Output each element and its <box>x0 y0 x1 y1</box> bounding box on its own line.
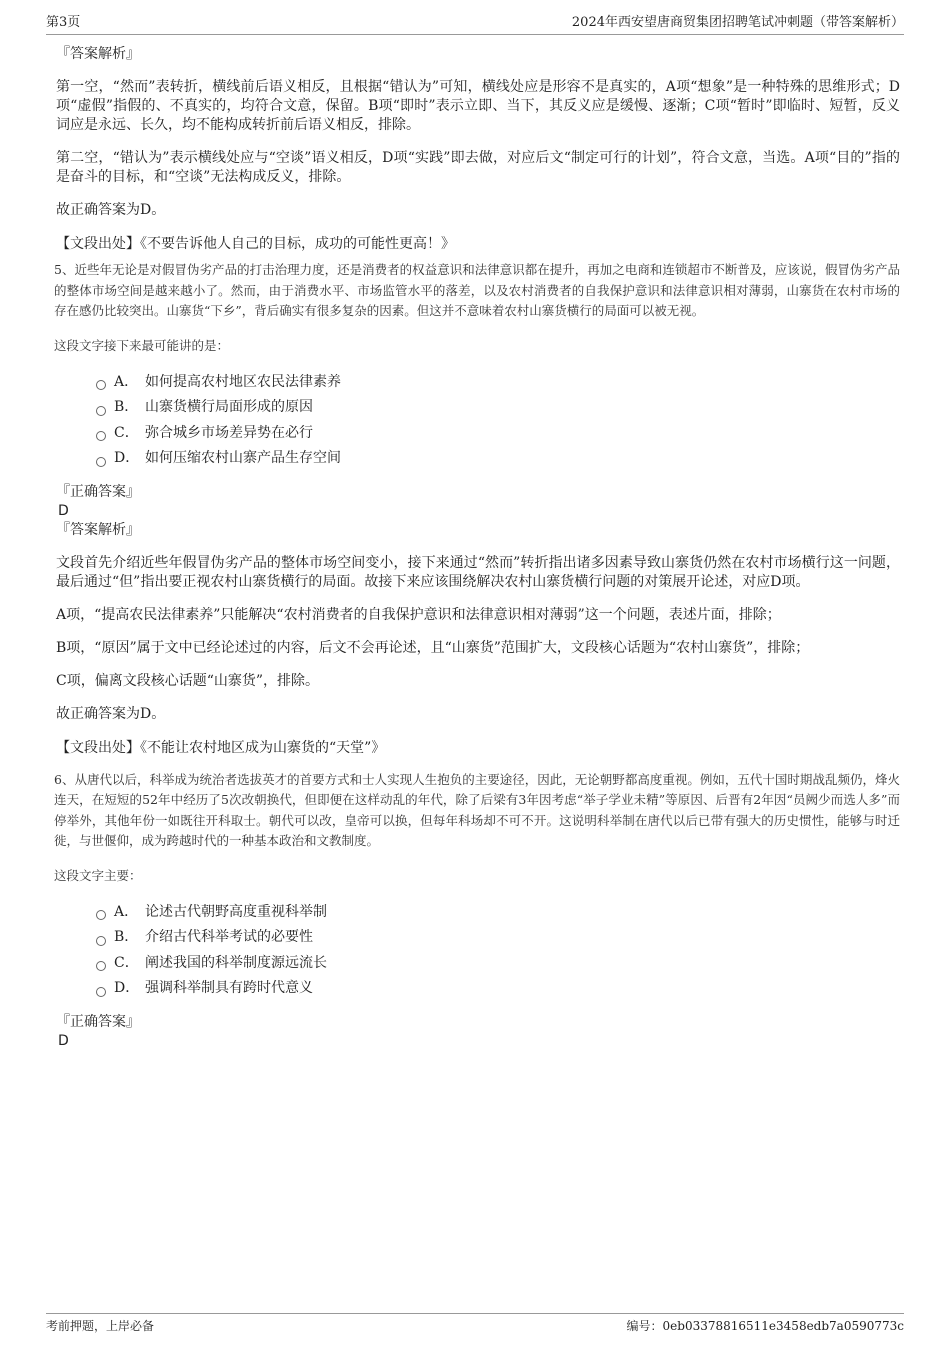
option-d[interactable]: D． 如何压缩农村山寨产品生存空间 <box>96 446 900 472</box>
document-code: 编号：0eb03378816511e3458edb7a0590773c <box>626 1319 904 1333</box>
analysis-paragraph: 第二空，“错认为”表示横线处应与“空谈”语义相反，D项“实践”即去做，对应后文“制定可行的计划”，符合文意，当选。A项“目的”指的是奋斗的目标，和“空谈”无法构成反义，排除。 <box>56 150 900 185</box>
radio-icon[interactable] <box>96 431 106 441</box>
radio-icon[interactable] <box>96 457 106 467</box>
option-b[interactable]: B． 山寨货横行局面形成的原因 <box>96 395 900 421</box>
analysis-paragraph: 故正确答案为D。 <box>56 202 166 218</box>
radio-icon[interactable] <box>96 406 106 416</box>
question-5-text: 5、近些年无论是对假冒伪劣产品的打击治理力度，还是消费者的权益意识和法律意识都在提升，再加之电商和连锁超市不断普及，应该说，假冒伪劣产品的整体市场空间是越来越小了。然而，由于消费水平、市场监管水平的落差，以及农村消费者的自我保护意识和法律意识相对薄弱，山寨货在农村市场的存在感仍比较突出。山寨货“下乡”，背后确实有很多复杂的因素。但这并不意味着农村山寨货横行的局面可以被无视。 <box>54 262 900 318</box>
analysis-paragraph: B项，“原因”属于文中已经论述过的内容，后文不会再论述，且“山寨货”范围扩大，文段核心话题为“农村山寨货”，排除； <box>56 639 810 656</box>
radio-icon[interactable] <box>96 936 106 946</box>
page-footer <box>46 1313 904 1336</box>
page-content <box>56 44 900 1050</box>
question-5-options <box>56 370 900 472</box>
page-header <box>46 12 904 35</box>
option-c[interactable]: C． 阐述我国的科举制度源远流长 <box>96 951 900 977</box>
source-citation: 【文段出处】《不能让农村地区成为山寨货的“天堂”》 <box>56 739 386 756</box>
radio-icon[interactable] <box>96 380 106 390</box>
question-6-text: 6、从唐代以后，科举成为统治者选拔英才的首要方式和士人实现人生抱负的主要途径，因此，无论朝野都高度重视。例如，五代十国时期战乱频仍，烽火连天，在短短的52年中经历了5次改朝换代，但即便在这样动乱的年代，除了后梁有3年因考虑“举子学业未精”等原因、后晋有2年因“员阙少而选人多”而停举外，其他年份一如既往开科取士。朝代可以改，皇帝可以换，但每年科场却不可不开。这说明科举制在唐代以后已带有强大的历史惯性，能够与时迁徙，与世偃仰，成为跨越时代的一种基本政治和文教制度。 <box>54 771 900 848</box>
document-title: 2024年西安望唐商贸集团招聘笔试冲刺题（带答案解析） <box>571 15 904 30</box>
analysis-paragraph: 第一空，“然而”表转折，横线前后语义相反，且根据“错认为”可知，横线处应是形容不是真实的，A项“想象”是一种特殊的思维形式；D项“虚假”指假的、不真实的，均符合文意，保留。B项“即时”表示立即、当下，其反义应是缓慢、逐渐；C项“暂时”即临时、短暂，反义词应是永远、长久，均不能构成转折前后语义相反，排除。 <box>56 79 900 133</box>
analysis-paragraph: 文段首先介绍近些年假冒伪劣产品的整体市场空间变小，接下来通过“然而”转折指出诸多因素导致山寨货仍然在农村市场横行这一问题，最后通过“但”指出要正视农村山寨货横行的局面。故接下来应该围绕解决农村山寨货横行问题的对策展开论述，对应D项。 <box>56 554 900 590</box>
analysis-paragraph: C项，偏离文段核心话题“山寨货”，排除。 <box>56 672 320 689</box>
option-c[interactable]: C． 弥合城乡市场差异势在必行 <box>96 421 900 447</box>
correct-answer: D <box>58 1032 69 1049</box>
question-5-prompt: 这段文字接下来最可能讲的是： <box>54 337 230 353</box>
correct-answer: D <box>58 502 69 519</box>
radio-icon[interactable] <box>96 961 106 971</box>
option-a[interactable]: A． 论述古代朝野高度重视科举制 <box>96 900 900 926</box>
option-d[interactable]: D． 强调科举制具有跨时代意义 <box>96 976 900 1002</box>
analysis-label: 『答案解析』 <box>56 521 140 538</box>
source-citation: 【文段出处】《不要告诉他人自己的目标，成功的可能性更高！》 <box>56 236 455 252</box>
option-b[interactable]: B． 介绍古代科举考试的必要性 <box>96 925 900 951</box>
radio-icon[interactable] <box>96 910 106 920</box>
question-6-prompt: 这段文字主要： <box>54 867 142 883</box>
analysis-paragraph: 故正确答案为D。 <box>56 705 166 722</box>
analysis-label: 『答案解析』 <box>56 46 140 62</box>
correct-answer-label: 『正确答案』 <box>56 483 140 500</box>
radio-icon[interactable] <box>96 987 106 997</box>
correct-answer-label: 『正确答案』 <box>56 1013 140 1030</box>
analysis-paragraph: A项，“提高农民法律素养”只能解决“农村消费者的自我保护意识和法律意识相对薄弱”这一个问题，表述片面，排除； <box>56 606 781 623</box>
footer-slogan: 考前押题，上岸必备 <box>46 1319 155 1333</box>
question-6-options <box>56 900 900 1002</box>
option-a[interactable]: A． 如何提高农村地区农民法律素养 <box>96 370 900 396</box>
page-number: 第3页 <box>46 15 81 30</box>
